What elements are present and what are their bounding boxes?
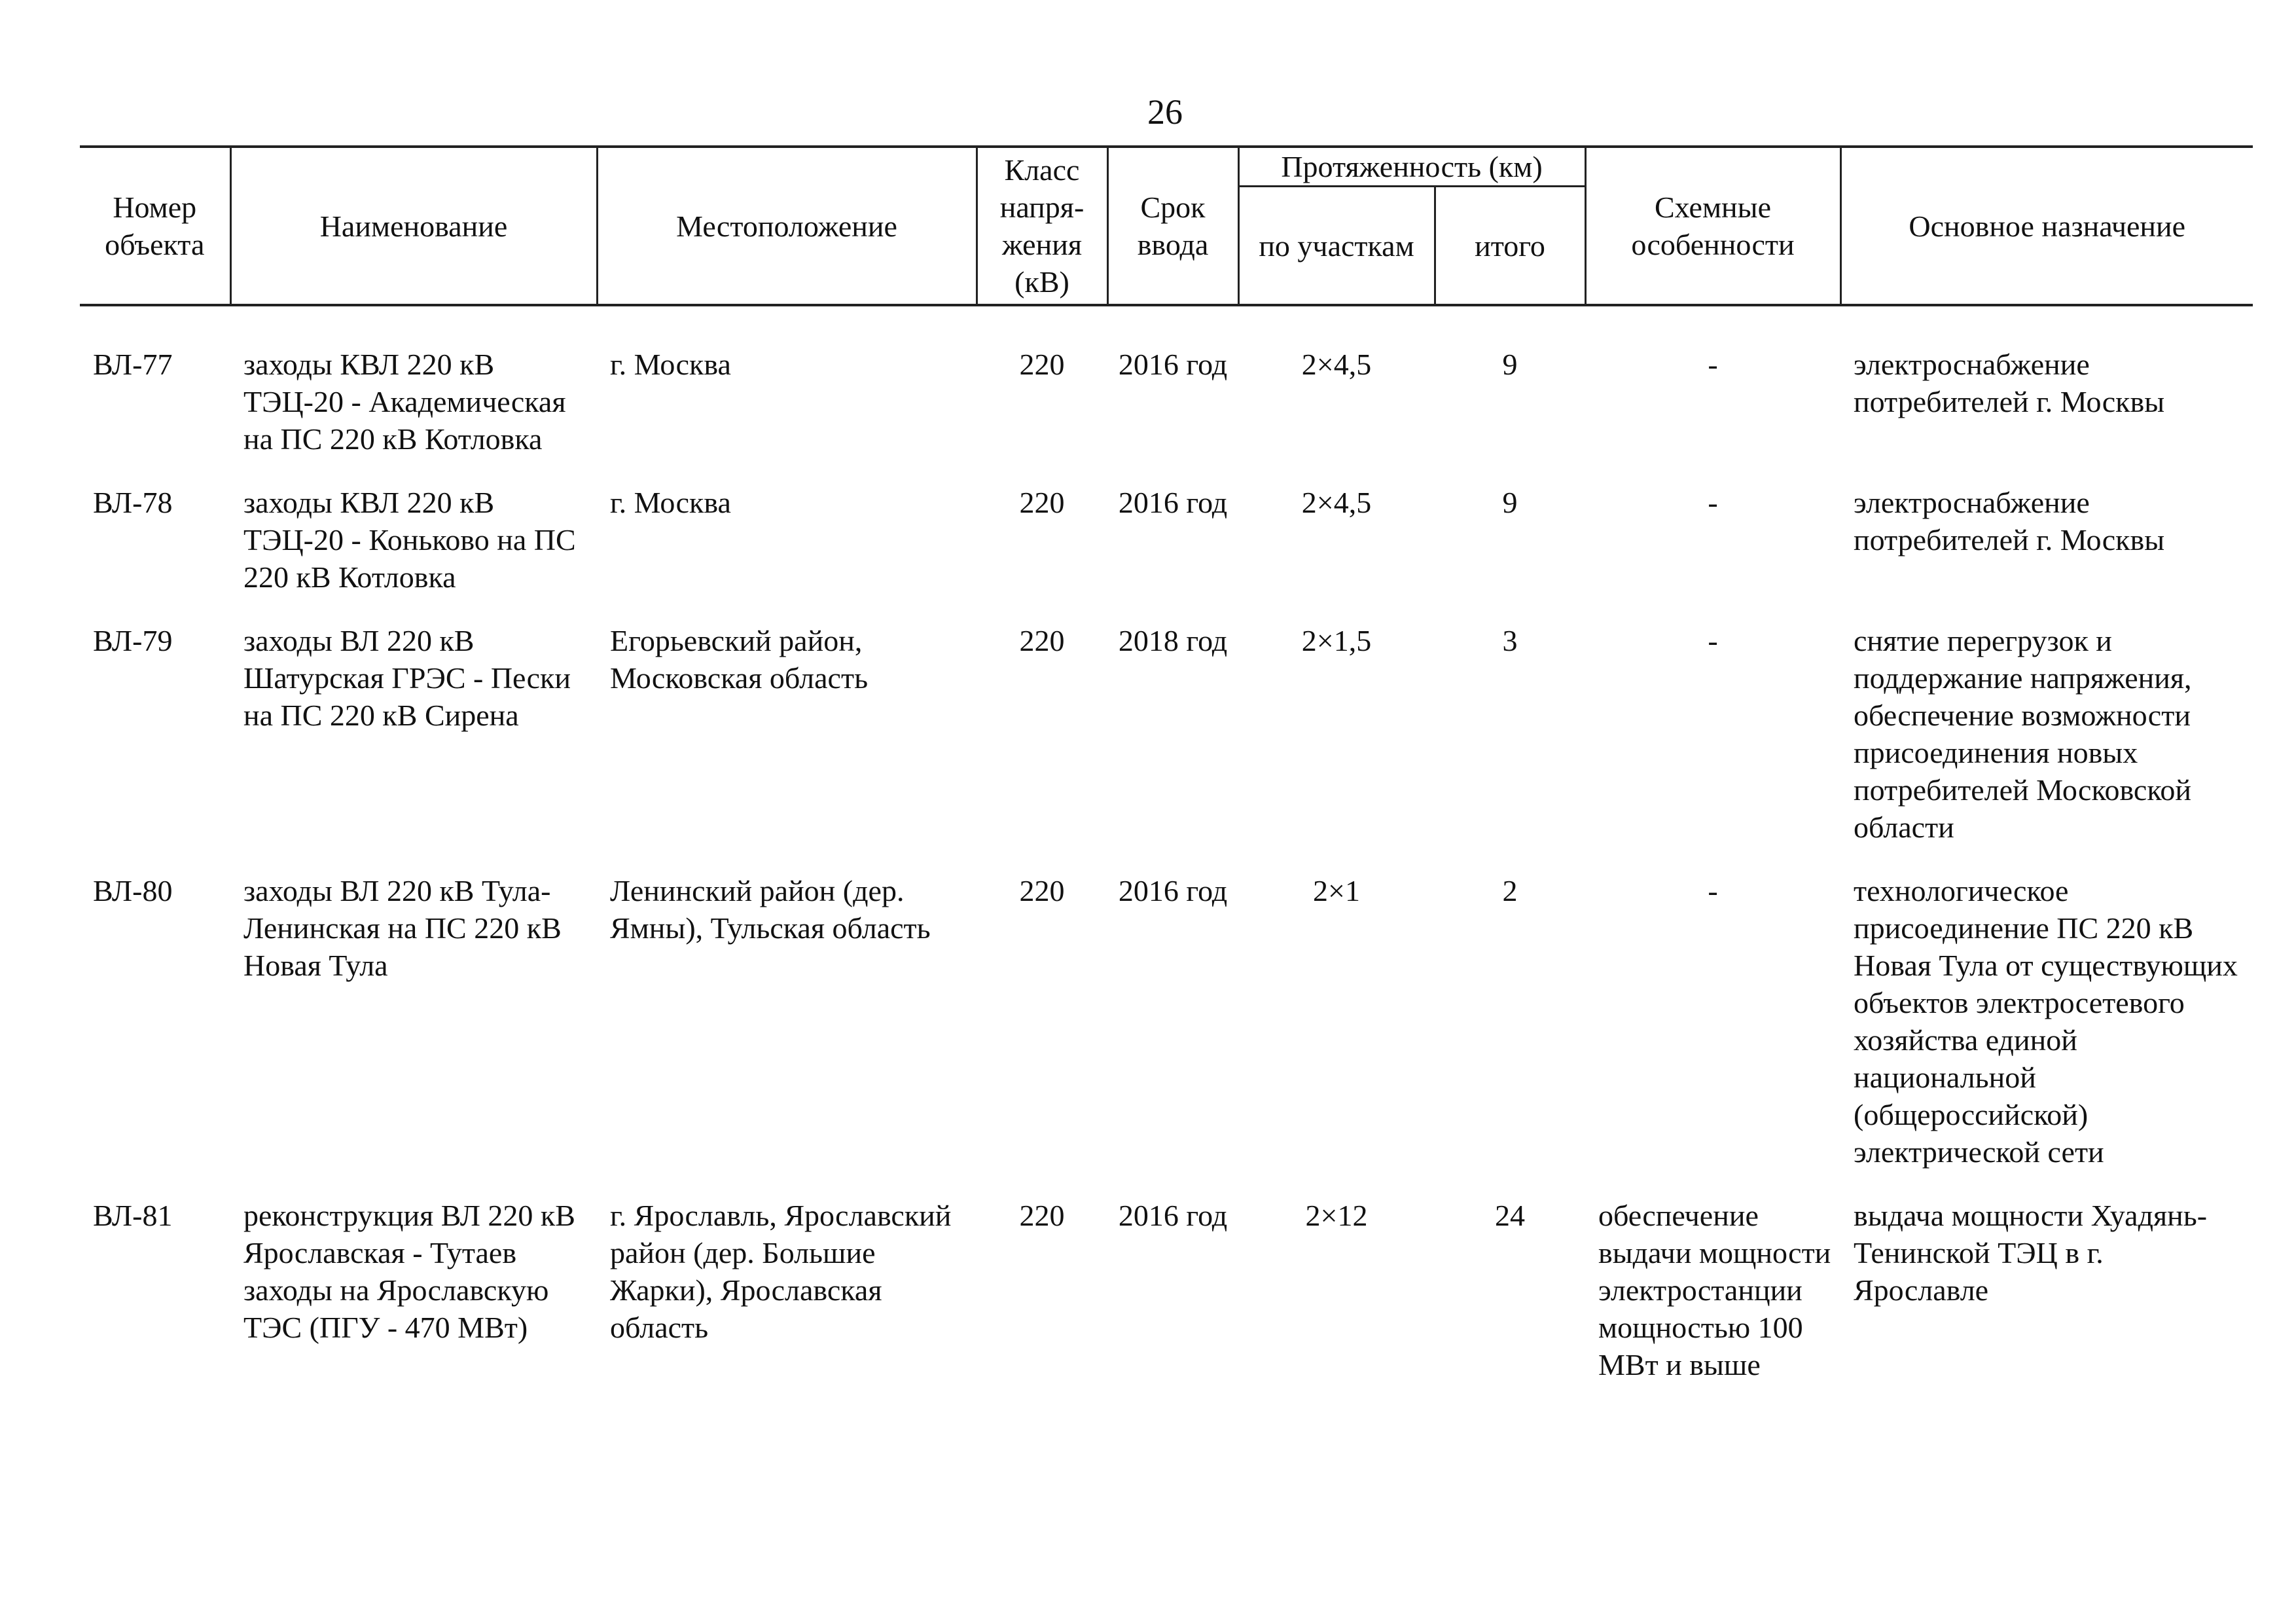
cell-location: г. Москва bbox=[610, 486, 731, 519]
cell-location: Егорьевский район, Московская область bbox=[610, 624, 869, 695]
cell-number: ВЛ-78 bbox=[93, 486, 173, 519]
page-number: 26 bbox=[1147, 92, 1183, 132]
header-length-sections: по участкам bbox=[1238, 187, 1435, 306]
cell-sections: 2×1 bbox=[1313, 874, 1360, 907]
cell-voltage: 220 bbox=[1019, 624, 1065, 657]
table-header bbox=[80, 147, 2253, 305]
table-row bbox=[80, 872, 2253, 1197]
header-commission: Срок ввода bbox=[1107, 147, 1238, 305]
cell-location: Ленинский район (дер. Ямны), Тульская область bbox=[610, 874, 931, 945]
table-row bbox=[80, 622, 2253, 872]
cell-features: - bbox=[1708, 348, 1718, 381]
cell-sections: 2×4,5 bbox=[1301, 486, 1372, 519]
cell-purpose: электроснабжение потребителей г. Москвы bbox=[1854, 348, 2165, 418]
cell-voltage: 220 bbox=[1019, 348, 1065, 381]
cell-sections: 2×1,5 bbox=[1301, 624, 1372, 657]
cell-location: г. Ярославль, Ярославский район (дер. Большие Жарки), Ярославская область bbox=[610, 1199, 952, 1344]
cell-purpose: выдача мощности Хуадянь-Тенинской ТЭЦ в г. Ярославле bbox=[1854, 1199, 2208, 1307]
cell-commission: 2016 год bbox=[1118, 1199, 1228, 1232]
infrastructure-table bbox=[80, 145, 2253, 1410]
header-features: Схемные особенности bbox=[1585, 147, 1840, 305]
cell-total: 3 bbox=[1502, 624, 1518, 657]
header-voltage: Класс напря-жения (кВ) bbox=[977, 147, 1107, 305]
table-row bbox=[80, 1197, 2253, 1410]
cell-features: - bbox=[1708, 624, 1718, 657]
header-purpose: Основное назначение bbox=[1840, 147, 2253, 305]
cell-features: обеспечение выдачи мощности электростанции мощностью 100 МВт и выше bbox=[1598, 1199, 1831, 1381]
cell-commission: 2016 год bbox=[1118, 486, 1228, 519]
header-number: Номер объекта bbox=[80, 147, 230, 305]
cell-name: реконструкция ВЛ 220 кВ Ярославская - Тутаев заходы на Ярославскую ТЭС (ПГУ - 470 МВт) bbox=[243, 1199, 575, 1344]
cell-number: ВЛ-80 bbox=[93, 874, 173, 907]
cell-total: 24 bbox=[1495, 1199, 1525, 1232]
header-location: Местоположение bbox=[597, 147, 977, 305]
cell-features: - bbox=[1708, 874, 1718, 907]
cell-total: 9 bbox=[1502, 348, 1518, 381]
cell-commission: 2018 год bbox=[1118, 624, 1228, 657]
cell-number: ВЛ-77 bbox=[93, 348, 173, 381]
cell-number: ВЛ-81 bbox=[93, 1199, 173, 1232]
cell-voltage: 220 bbox=[1019, 1199, 1065, 1232]
cell-name: заходы ВЛ 220 кВ Шатурская ГРЭС - Пески на ПС 220 кВ Сирена bbox=[243, 624, 571, 732]
cell-location: г. Москва bbox=[610, 348, 731, 381]
cell-commission: 2016 год bbox=[1118, 348, 1228, 381]
cell-purpose: снятие перегрузок и поддержание напряжения, обеспечение возможности присоединения новых потребителей Московской области bbox=[1854, 624, 2192, 844]
cell-sections: 2×4,5 bbox=[1301, 348, 1372, 381]
cell-number: ВЛ-79 bbox=[93, 624, 173, 657]
header-name: Наименование bbox=[230, 147, 597, 305]
cell-commission: 2016 год bbox=[1118, 874, 1228, 907]
table-row bbox=[80, 305, 2253, 484]
cell-total: 9 bbox=[1502, 486, 1518, 519]
cell-voltage: 220 bbox=[1019, 486, 1065, 519]
cell-name: заходы КВЛ 220 кВ ТЭЦ-20 - Академическая на ПС 220 кВ Котловка bbox=[243, 348, 566, 456]
cell-total: 2 bbox=[1502, 874, 1518, 907]
table-body bbox=[80, 305, 2253, 1410]
header-length-group: Протяженность (км) bbox=[1238, 147, 1585, 187]
cell-name: заходы КВЛ 220 кВ ТЭЦ-20 - Коньково на ПС 220 кВ Котловка bbox=[243, 486, 576, 594]
cell-features: - bbox=[1708, 486, 1718, 519]
cell-sections: 2×12 bbox=[1305, 1199, 1368, 1232]
cell-purpose: технологическое присоединение ПС 220 кВ Новая Тула от существующих объектов электросетевого хозяйства единой национальной (общероссийской) электрической сети bbox=[1854, 874, 2238, 1169]
cell-name: заходы ВЛ 220 кВ Тула-Ленинская на ПС 220 кВ Новая Тула bbox=[243, 874, 562, 982]
cell-voltage: 220 bbox=[1019, 874, 1065, 907]
cell-purpose: электроснабжение потребителей г. Москвы bbox=[1854, 486, 2165, 556]
header-length-total: итого bbox=[1435, 187, 1585, 306]
table-row bbox=[80, 484, 2253, 622]
